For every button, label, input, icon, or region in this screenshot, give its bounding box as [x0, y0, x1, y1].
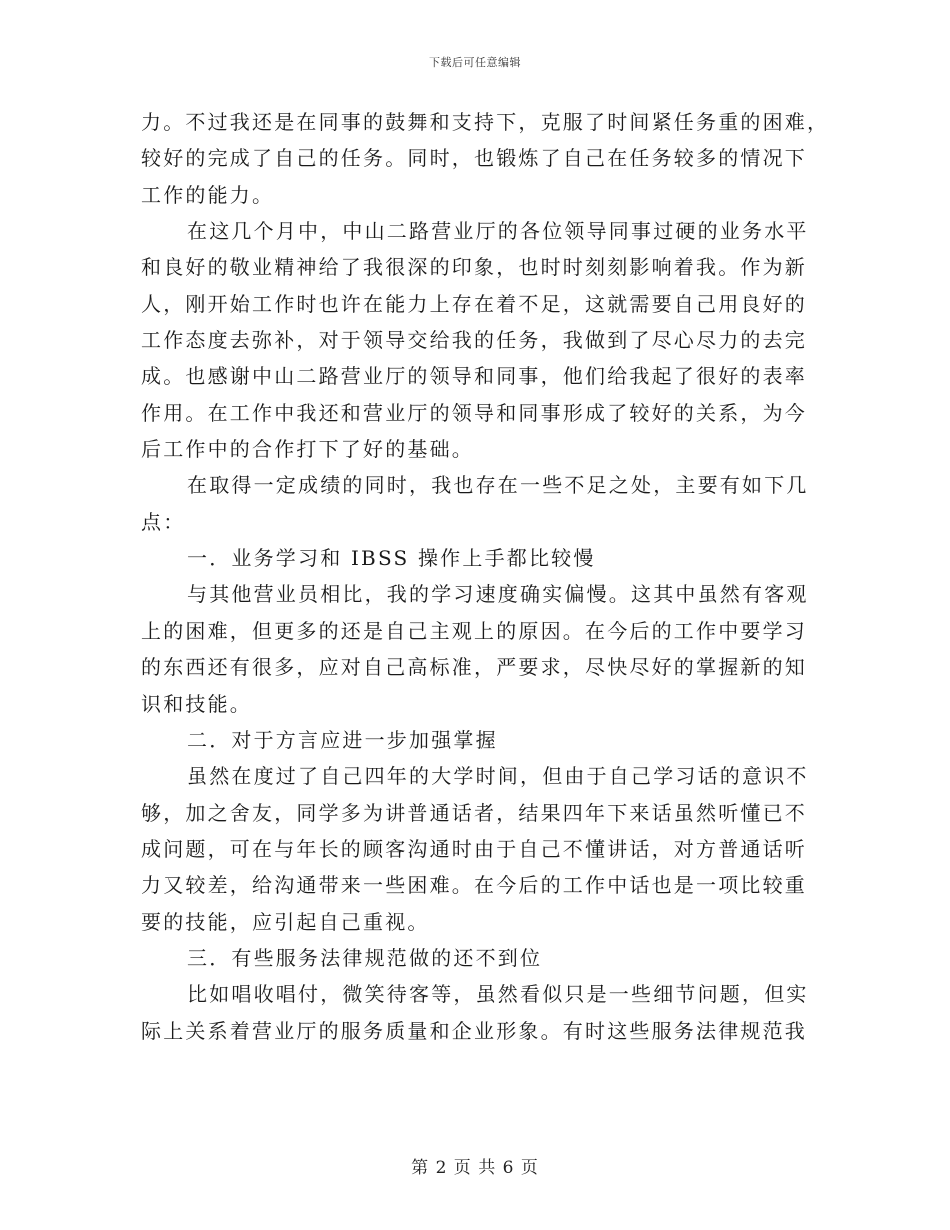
header-note: 下载后可任意编辑 [429, 56, 521, 69]
text-line: 成。也感谢中山二路营业厅的领导和同事，他们给我起了很好的表率 [141, 364, 807, 389]
text-line: 识和技能。 [141, 691, 252, 716]
page-number-footer: 第 2 页 共 6 页 [411, 1158, 539, 1178]
text-line: 和良好的敬业精神给了我很深的印象，也时时刻刻影响着我。作为新 [141, 255, 807, 280]
text-line: 够，加之舍友，同学多为讲普通话者，结果四年下来话虽然听懂已不 [141, 800, 807, 825]
body-text [141, 104, 830, 1049]
text-line: 在取得一定成绩的同时，我也存在一些不足之处，主要有如下几 [187, 473, 809, 498]
text-line: 工作的能力。 [141, 182, 275, 207]
text-line: 成问题，可在与年长的顾客沟通时由于自己不懂讲话，对方普通话听 [141, 836, 807, 861]
text-line: 作用。在工作中我还和营业厅的领导和同事形成了较好的关系，为今 [141, 400, 807, 425]
text-line: 力。不过我还是在同事的鼓舞和支持下，克服了时间紧任务重的困难， [141, 110, 830, 134]
text-line: 力又较差，给沟通带来一些困难。在今后的工作中话也是一项比较重 [141, 873, 807, 898]
text-line: 后工作中的合作打下了好的基础。 [141, 437, 474, 462]
text-line: 较好的完成了自己的任务。同时，也锻炼了自己在任务较多的情况下 [141, 146, 807, 171]
section-heading: 一．业务学习和 IBSS 操作上手都比较慢 [187, 546, 596, 571]
text-line: 人，刚开始工作时也许在能力上存在着不足，这就需要自己用良好的 [141, 291, 807, 316]
text-line: 虽然在度过了自己四年的大学时间，但由于自己学习话的意识不 [187, 764, 809, 789]
section-heading: 三．有些服务法律规范做的还不到位 [187, 945, 543, 970]
text-line: 要的技能，应引起自己重视。 [141, 909, 430, 934]
text-line: 的东西还有很多，应对自己高标准，严要求，尽快尽好的掌握新的知 [141, 655, 807, 680]
section-heading: 二．对于方言应进一步加强掌握 [187, 727, 498, 752]
text-line: 际上关系着营业厅的服务质量和企业形象。有时这些服务法律规范我 [141, 1018, 807, 1043]
text-line: 比如唱收唱付，微笑待客等，虽然看似只是一些细节问题，但实 [187, 982, 809, 1007]
text-line: 点： [141, 509, 186, 534]
text-line: 在这几个月中，中山二路营业厅的各位领导同事过硬的业务水平 [187, 219, 809, 244]
text-line: 工作态度去弥补，对于领导交给我的任务，我做到了尽心尽力的去完 [141, 328, 807, 353]
text-line: 上的困难，但更多的还是自己主观上的原因。在今后的工作中要学习 [141, 618, 807, 643]
text-line: 与其他营业员相比，我的学习速度确实偏慢。这其中虽然有客观 [187, 582, 809, 607]
